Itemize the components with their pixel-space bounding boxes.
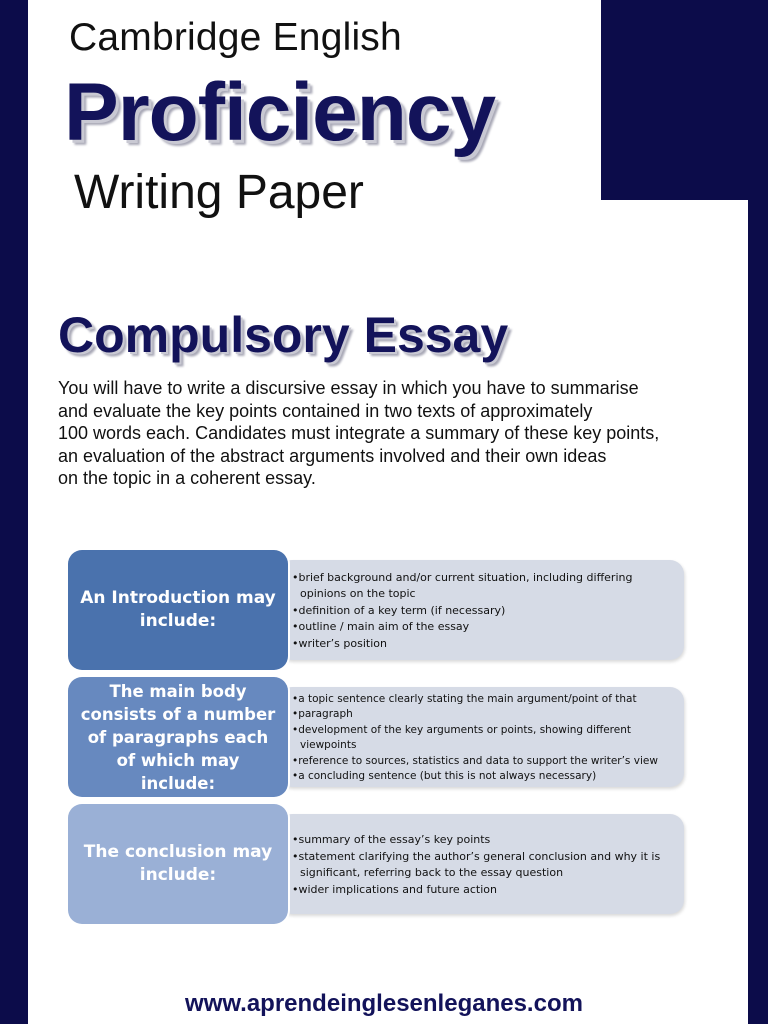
- section-conclusion: [68, 804, 688, 924]
- bullet-item: •outline / main aim of the essay: [292, 620, 470, 634]
- section-details: [278, 687, 684, 787]
- bullet-item: •statement clarifying the author’s general conclusion and why it is significant, referring back to the essay question: [292, 849, 661, 879]
- page-subtitle: Writing Paper: [74, 166, 364, 219]
- bullet-item: •definition of a key term (if necessary): [292, 603, 506, 617]
- section-introduction: [68, 550, 688, 670]
- bullet-item: •paragraph: [292, 708, 353, 720]
- section-label: The conclusion may include:: [68, 804, 288, 924]
- page-title: Proficiency: [64, 67, 496, 158]
- essay-description-line: an evaluation of the abstract arguments involved and their own ideas: [58, 445, 607, 466]
- section-details: [278, 560, 684, 660]
- section-label: An Introduction may include:: [68, 550, 288, 670]
- bullet-item: •writer’s position: [292, 636, 387, 650]
- bullet-item: •development of the key arguments or points, showing different viewpoints: [292, 723, 632, 751]
- essay-description-line: 100 words each. Candidates must integrate a summary of these key points,: [58, 423, 660, 443]
- essay-description-line: on the topic in a coherent essay.: [58, 468, 316, 488]
- essay-description-line: You will have to write a discursive essay in which you have to summarise: [58, 378, 639, 398]
- bullet-list: [292, 692, 674, 785]
- essay-description: [58, 377, 758, 490]
- bullet-item: •a topic sentence clearly stating the main argument/point of that: [292, 692, 637, 705]
- website-link[interactable]: www.aprendeinglesenleganes.com: [185, 990, 583, 1017]
- bullet-item: •reference to sources, statistics and data to support the writer’s view: [292, 754, 658, 767]
- bullet-item: •summary of the essay’s key points: [292, 833, 491, 846]
- section-details: [278, 814, 684, 914]
- bullet-item: •brief background and/or current situation, including differing opinions on the topic: [292, 570, 633, 601]
- bullet-list: [292, 570, 674, 653]
- section-main-body: [68, 677, 688, 797]
- essay-description-line: and evaluate the key points contained in two texts of approximately: [58, 400, 593, 421]
- brand-name: Cambridge English: [69, 16, 402, 59]
- section-label: The main body consists of a number of paragraphs each of which may include:: [68, 677, 288, 797]
- bullet-item: •a concluding sentence (but this is not always necessary): [292, 770, 597, 782]
- bullet-item: •wider implications and future action: [292, 882, 497, 896]
- essay-heading: Compulsory Essay: [58, 307, 509, 363]
- bullet-list: [292, 832, 674, 898]
- corner-decoration: [601, 0, 768, 200]
